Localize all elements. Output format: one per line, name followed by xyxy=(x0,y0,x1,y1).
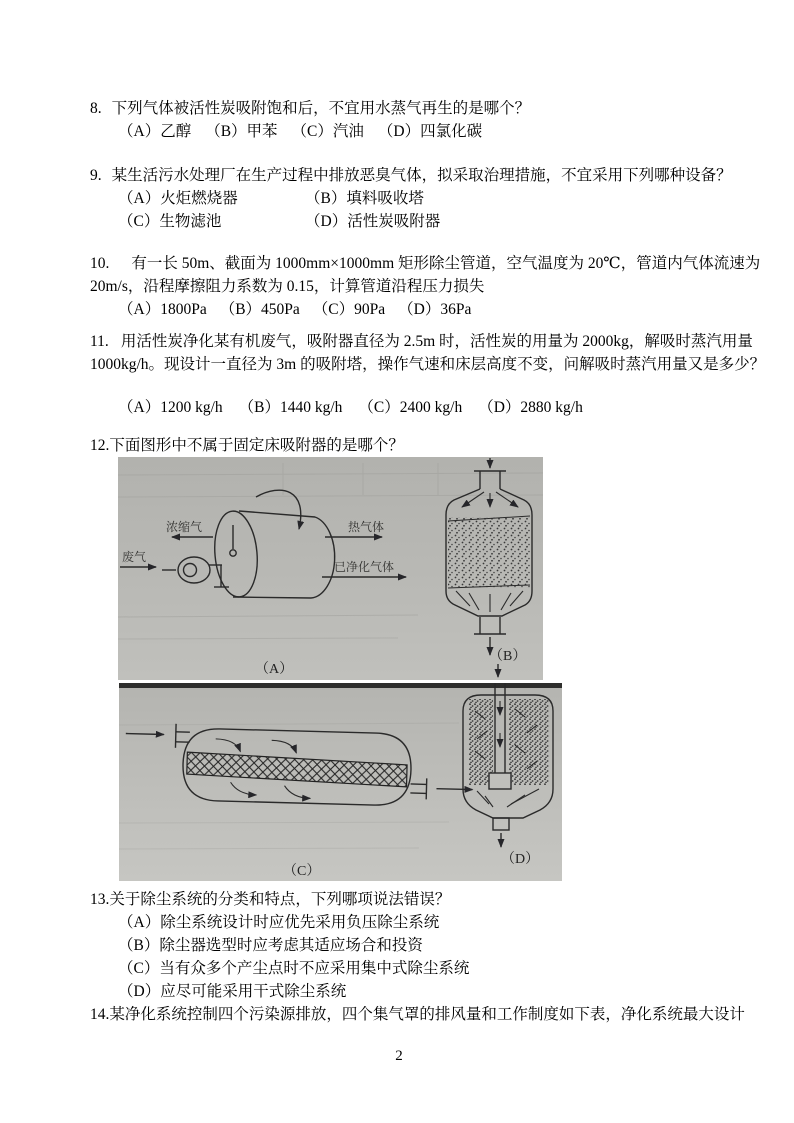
option-13b: （B）除尘器选型时应考虑其适应场合和投资 xyxy=(118,937,423,954)
question-12-text: 下面图形中不属于固定床吸附器的是哪个？ xyxy=(109,437,404,454)
question-11-text1: 用活性炭净化某有机废气，吸附器直径为 2.5m 时，活性炭的用量为 2000kg，解吸时蒸汽用量 xyxy=(120,333,753,350)
inlet-arrow xyxy=(126,734,164,735)
option-11a: （A）1200 kg/h xyxy=(118,399,223,416)
question-10-options xyxy=(90,298,708,321)
question-10-stem-line1 xyxy=(90,252,761,275)
question-11-options xyxy=(90,396,708,419)
option-9b: （B）填料吸收塔 xyxy=(305,190,424,207)
adsorbent-bed xyxy=(448,517,530,588)
option-11d: （D）2880 kg/h xyxy=(478,399,583,416)
question-11-text2: 1000kg/h。现设计一直径为 3m 的吸附塔，操作气速和床层高度不变，问解吸时蒸汽用量又是多少？ xyxy=(90,356,766,373)
option-8d: （D）四氯化碳 xyxy=(377,123,483,140)
option-10a: （A）1800Pa xyxy=(118,301,207,318)
question-10-text2: 20m/s，沿程摩擦阻力系数为 0.15，计算管道沿程压力损失 xyxy=(90,278,485,295)
question-10-text1: 有一长 50m、截面为 1000mm×1000mm 矩形除尘管道，空气温度为 20℃，管道内气体流速为 xyxy=(131,255,761,272)
question-9-number: 9. xyxy=(90,167,102,184)
question-14-text: 某净化系统控制四个污染源排放，四个集气罩的排风量和工作制度如下表，净化系统最大设计 xyxy=(109,1006,745,1023)
question-11-stem-line1 xyxy=(90,330,753,353)
question-9-text: 某生活污水处理厂在生产过程中排放恶臭气体，拟采取治理措施，不宜采用下列哪种设备？ xyxy=(111,167,732,184)
option-13a: （A）除尘系统设计时应优先采用负压除尘系统 xyxy=(118,914,440,931)
question-9-options xyxy=(90,187,708,233)
figure-2-svg xyxy=(119,683,562,881)
question-14-stem xyxy=(90,1003,745,1026)
question-8-text: 下列气体被活性炭吸附饱和后，不宜用水蒸气再生的是哪个？ xyxy=(111,100,531,117)
question-13-number: 13. xyxy=(90,891,110,908)
adsorbent-bed-left xyxy=(469,699,493,785)
adsorbent-bed-right xyxy=(509,699,549,785)
option-11c: （C）2400 kg/h xyxy=(358,399,463,416)
caption-b: （B） xyxy=(489,649,527,664)
option-10b: （B）450Pa xyxy=(219,301,300,318)
question-11-stem-line2 xyxy=(90,353,766,376)
question-8-number: 8. xyxy=(90,100,102,117)
purified-gas-label: 已净化气体 xyxy=(334,560,395,574)
caption-a: （A） xyxy=(255,662,294,677)
waste-gas-label: 废气 xyxy=(122,550,147,564)
hot-gas-label: 热气体 xyxy=(348,520,385,534)
outlet-arrow xyxy=(436,789,472,790)
question-13-text: 关于除尘系统的分类和特点，下列哪项说法错误？ xyxy=(109,891,451,908)
question-8-stem xyxy=(90,97,708,120)
caption-c: （C） xyxy=(283,864,321,879)
option-9a: （A）火炬燃烧器 xyxy=(118,190,238,207)
figure-1-adsorber-diagrams xyxy=(118,457,708,680)
question-10-number: 10. xyxy=(90,255,110,272)
option-13d: （D）应尽可能采用干式除尘系统 xyxy=(118,983,347,1000)
option-8b: （B）甲苯 xyxy=(205,123,278,140)
option-8c: （C）汽油 xyxy=(291,123,364,140)
pipe-foot xyxy=(489,773,511,789)
question-12-stem xyxy=(90,434,708,457)
figure-2-adsorber-diagrams xyxy=(119,683,708,881)
page-number: 2 xyxy=(395,1048,403,1064)
question-10-stem-line2 xyxy=(90,275,708,298)
option-11b: （B）1440 kg/h xyxy=(238,399,343,416)
question-8-options xyxy=(90,120,708,143)
question-9-stem xyxy=(90,164,732,187)
question-11-number: 11. xyxy=(90,333,109,350)
caption-d: （D） xyxy=(501,852,540,867)
question-13-stem xyxy=(90,888,708,911)
concentrated-gas-label: 浓缩气 xyxy=(166,520,203,534)
option-13c: （C）当有众多个产尘点时不应采用集中式除尘系统 xyxy=(118,960,470,977)
option-10c: （C）90Pa xyxy=(312,301,386,318)
option-10d: （D）36Pa xyxy=(398,301,472,318)
option-9d: （D）活性炭吸附器 xyxy=(305,213,441,230)
question-12-number: 12. xyxy=(90,437,110,454)
question-14-number: 14. xyxy=(90,1006,110,1023)
figure-1-svg xyxy=(118,457,543,680)
option-9c: （C）生物滤池 xyxy=(118,213,222,230)
option-8a: （A）乙醇 xyxy=(118,123,192,140)
question-13-options xyxy=(90,911,708,1003)
